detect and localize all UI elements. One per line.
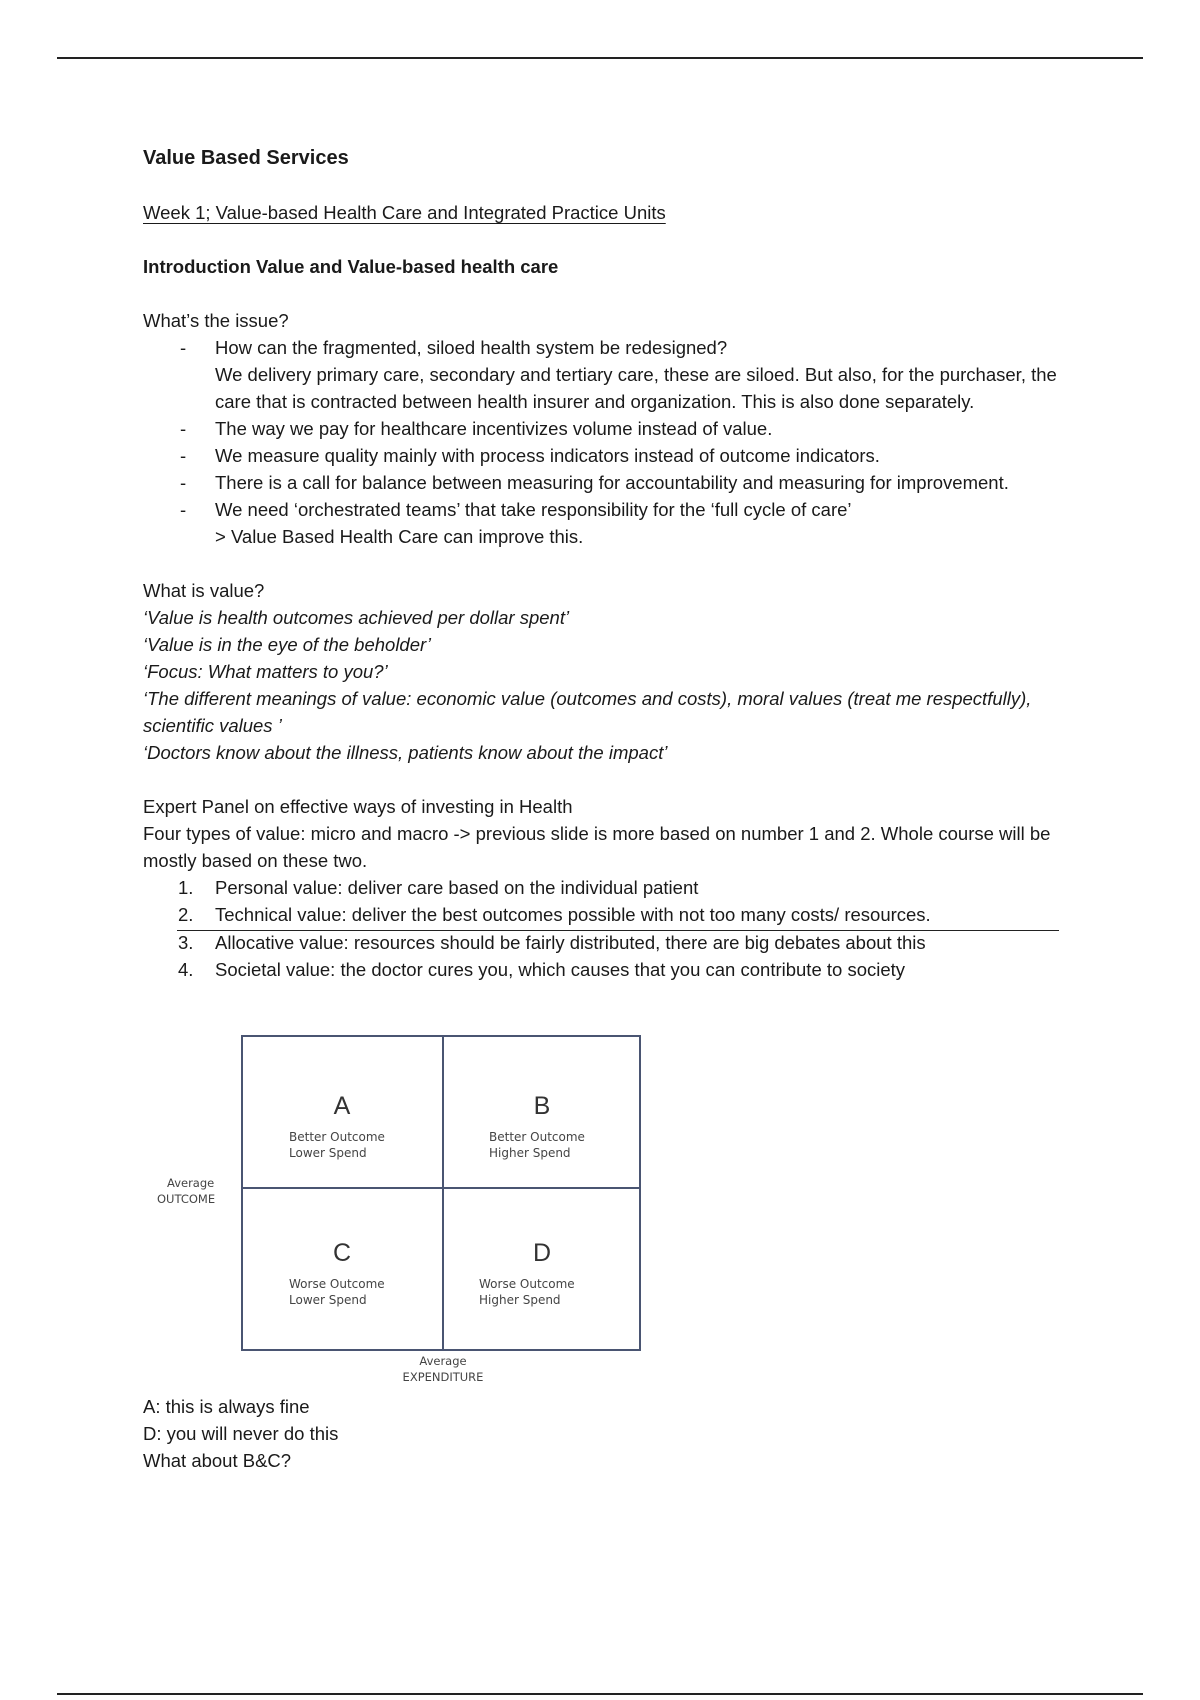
list-number: 3.	[178, 932, 194, 953]
y-axis-label	[157, 1175, 227, 1207]
cell-letter: A	[333, 1092, 351, 1120]
dash-marker: -	[180, 418, 187, 439]
dash-marker: -	[180, 472, 187, 493]
cell-description	[289, 1276, 385, 1308]
cell-line: Worse Outcome	[289, 1277, 385, 1291]
issue-bullet-text: We need ‘orchestrated teams’ that take responsibility for the ‘full cycle of care’	[215, 499, 852, 520]
page-top-rule	[57, 57, 1143, 59]
axis-line: OUTCOME	[157, 1192, 216, 1206]
note-line: D: you will never do this	[143, 1423, 339, 1444]
matrix-cell-a	[243, 1037, 441, 1187]
axis-line: Average	[419, 1354, 467, 1368]
list-item	[143, 469, 1063, 496]
value-matrix	[241, 1035, 641, 1351]
issue-bullet-text: How can the fragmented, siloed health system be redesigned?	[215, 337, 728, 358]
issue-question: What’s the issue?	[143, 310, 289, 331]
value-question: What is value?	[143, 580, 265, 601]
value-quote: ‘Focus: What matters to you?’	[143, 661, 388, 682]
list-number: 1.	[178, 877, 194, 898]
list-text: Personal value: deliver care based on the individual patient	[215, 877, 699, 898]
cell-line: Lower Spend	[289, 1146, 367, 1160]
document-title: Value Based Services	[143, 147, 349, 169]
note-line: What about B&C?	[143, 1450, 292, 1471]
issue-bullet-text: We measure quality mainly with process indicators instead of outcome indicators.	[215, 445, 880, 466]
note-line: A: this is always fine	[143, 1396, 310, 1417]
issue-bullet-text: The way we pay for healthcare incentivizes volume instead of value.	[215, 418, 773, 439]
list-number: 4.	[178, 959, 194, 980]
list-item-detail	[143, 523, 1063, 550]
value-matrix-figure	[143, 1013, 703, 1393]
list-text: Societal value: the doctor cures you, which causes that you can contribute to society	[215, 959, 906, 980]
value-quote: ‘The different meanings of value: economic value (outcomes and costs), moral values (treat me respectfully), scientific values ’	[143, 688, 1032, 736]
value-quote: ‘Value is in the eye of the beholder’	[143, 634, 431, 655]
page-bottom-rule	[57, 1693, 1143, 1695]
cell-line: Lower Spend	[289, 1293, 367, 1307]
axis-line: EXPENDITURE	[402, 1370, 484, 1384]
value-types-list	[143, 874, 1063, 983]
list-number: 2.	[178, 904, 194, 925]
x-axis-label	[383, 1353, 503, 1385]
list-item	[143, 334, 1063, 361]
list-item	[143, 901, 1063, 928]
cell-description	[479, 1276, 575, 1308]
panel-heading: Expert Panel on effective ways of investing in Health	[143, 796, 573, 817]
matrix-cell-c	[243, 1188, 441, 1338]
value-quote: ‘Doctors know about the illness, patients know about the impact’	[143, 742, 668, 763]
value-quote: ‘Value is health outcomes achieved per dollar spent’	[143, 607, 570, 628]
document-page	[143, 140, 1063, 1474]
list-item	[143, 874, 1063, 901]
cell-line: Worse Outcome	[479, 1277, 575, 1291]
list-item-detail	[143, 361, 1063, 415]
week-heading: Week 1; Value-based Health Care and Integrated Practice Units	[143, 202, 666, 223]
list-item	[143, 929, 1063, 956]
issue-list	[143, 334, 1063, 550]
list-item	[143, 956, 1063, 983]
cell-letter: D	[532, 1239, 552, 1267]
axis-line: Average	[167, 1176, 215, 1190]
cell-description	[489, 1129, 585, 1161]
matrix-cell-d	[443, 1188, 641, 1338]
cell-line: Higher Spend	[479, 1293, 561, 1307]
list-item	[143, 496, 1063, 523]
cell-line: Higher Spend	[489, 1146, 571, 1160]
cell-line: Better Outcome	[289, 1130, 385, 1144]
list-item	[143, 415, 1063, 442]
cell-line: Better Outcome	[489, 1130, 585, 1144]
list-text: Technical value: deliver the best outcomes possible with not too many costs/ resources.	[215, 904, 931, 925]
issue-bullet-text: There is a call for balance between measuring for accountability and measuring for improvement.	[215, 472, 1009, 493]
list-item	[143, 442, 1063, 469]
issue-bullet-detail: We delivery primary care, secondary and tertiary care, these are siloed. But also, for the purchaser, the care that is contracted between health insurer and organization. This is also done separately.	[215, 364, 1057, 412]
list-text: Allocative value: resources should be fairly distributed, there are big debates about this	[215, 932, 926, 953]
dash-marker: -	[180, 499, 187, 520]
dash-marker: -	[180, 445, 187, 466]
issue-bullet-detail: > Value Based Health Care can improve this.	[215, 526, 584, 547]
cell-description	[289, 1129, 385, 1161]
cell-letter: C	[332, 1239, 352, 1267]
matrix-cell-b	[443, 1037, 641, 1187]
dash-marker: -	[180, 337, 187, 358]
panel-intro: Four types of value: micro and macro -> previous slide is more based on number 1 and 2. Whole course will be mostly based on these two.	[143, 823, 1051, 871]
intro-heading: Introduction Value and Value-based health care	[143, 256, 559, 277]
cell-letter: B	[533, 1092, 551, 1120]
